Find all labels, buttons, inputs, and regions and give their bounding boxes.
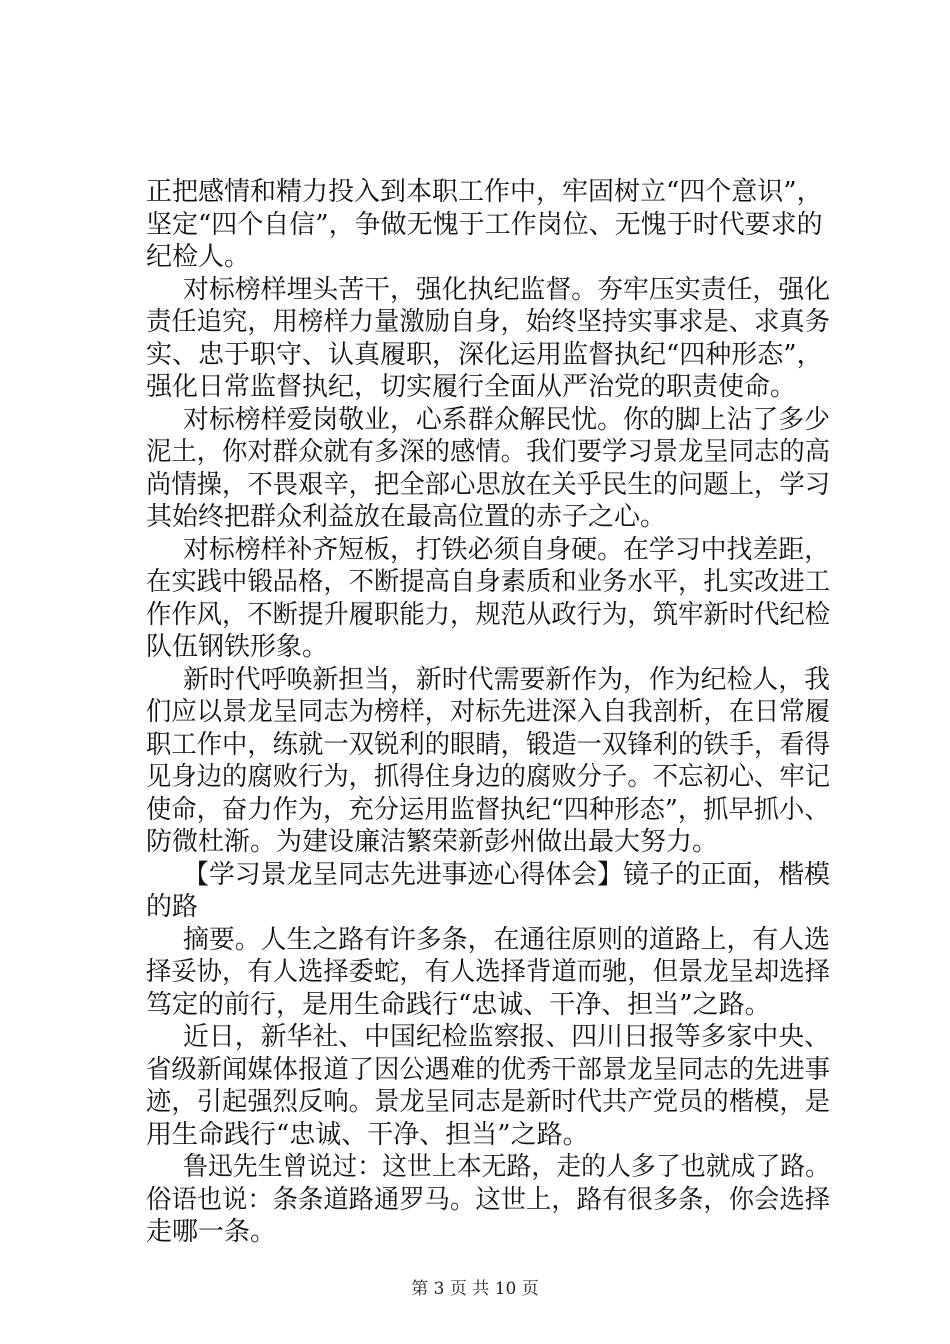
text-line: 使命，奋力作为，充分运用监督执纪“四种形态”，抓早抓小、 [146, 795, 830, 825]
text-line: 对标榜样补齐短板，打铁必须自身硬。在学习中找差距， [183, 535, 831, 565]
text-line: 坚定“四个自信”，争做无愧于工作岗位、无愧于时代要求的 [146, 210, 823, 240]
text-line: 对标榜样埋头苦干，强化执纪监督。夯牢压实责任，强化 [183, 275, 831, 305]
text-line: 近日，新华社、中国纪检监察报、四川日报等多家中央、 [183, 1022, 831, 1052]
text-line: 队伍钢铁形象。 [146, 632, 329, 662]
text-line: 俗语也说：条条道路通罗马。这世上，路有很多条，你会选择 [146, 1185, 831, 1215]
text-line: 摘要。人生之路有许多条，在通往原则的道路上，有人选 [183, 925, 831, 955]
text-line: 们应以景龙呈同志为榜样，对标先进深入自我剖析，在日常履 [146, 697, 831, 727]
text-line: 迹，引起强烈反响。景龙呈同志是新时代共产党员的楷模，是 [146, 1087, 831, 1117]
text-line: 省级新闻媒体报道了因公遇难的优秀干部景龙呈同志的先进事 [146, 1055, 831, 1085]
text-line: 责任追究，用榜样力量激励自身，始终坚持实事求是、求真务 [146, 307, 831, 337]
text-line: 纪检人。 [146, 242, 251, 272]
text-line: 作作风，不断提升履职能力，规范从政行为，筑牢新时代纪检 [146, 600, 831, 630]
text-line: 笃定的前行，是用生命践行“忠诚、干净、担当”之路。 [146, 990, 771, 1020]
text-line: 正把感情和精力投入到本职工作中，牢固树立“四个意识”， [146, 177, 823, 207]
text-line: 其始终把群众利益放在最高位置的赤子之心。 [146, 502, 667, 532]
text-line: 在实践中锻品格，不断提高自身素质和业务水平，扎实改进工 [146, 567, 831, 597]
text-line: 择妥协，有人选择委蛇，有人选择背道而驰，但景龙呈却选择 [146, 957, 831, 987]
section-heading-line: 【学习景龙呈同志先进事迹心得体会】镜子的正面，楷模 [183, 860, 831, 890]
page-number-footer: 第 3 页 共 10 页 [411, 1279, 539, 1299]
text-line: 走哪一条。 [146, 1217, 277, 1247]
text-line: 见身边的腐败行为，抓得住身边的腐败分子。不忘初心、牢记 [146, 762, 831, 792]
text-line: 防微杜渐。为建设廉洁繁荣新彭州做出最大努力。 [146, 827, 719, 857]
text-line: 鲁迅先生曾说过：这世上本无路，走的人多了也就成了路。 [183, 1152, 831, 1182]
text-line: 实、忠于职守、认真履职，深化运用监督执纪“四种形态”， [146, 340, 823, 370]
text-line: 强化日常监督执纪，切实履行全面从严治党的职责使命。 [146, 372, 797, 402]
section-heading-line: 的路 [146, 892, 199, 922]
text-line: 职工作中，练就一双锐利的眼睛，锻造一双锋利的铁手，看得 [146, 730, 831, 760]
text-line: 泥土，你对群众就有多深的感情。我们要学习景龙呈同志的高 [146, 437, 831, 467]
text-line: 用生命践行“忠诚、干净、担当”之路。 [146, 1120, 589, 1150]
text-line: 新时代呼唤新担当，新时代需要新作为，作为纪检人，我 [183, 665, 831, 695]
text-line: 尚情操，不畏艰辛，把全部心思放在关乎民生的问题上，学习 [146, 470, 831, 500]
text-line: 对标榜样爱岗敬业，心系群众解民忧。你的脚上沾了多少 [183, 405, 831, 435]
